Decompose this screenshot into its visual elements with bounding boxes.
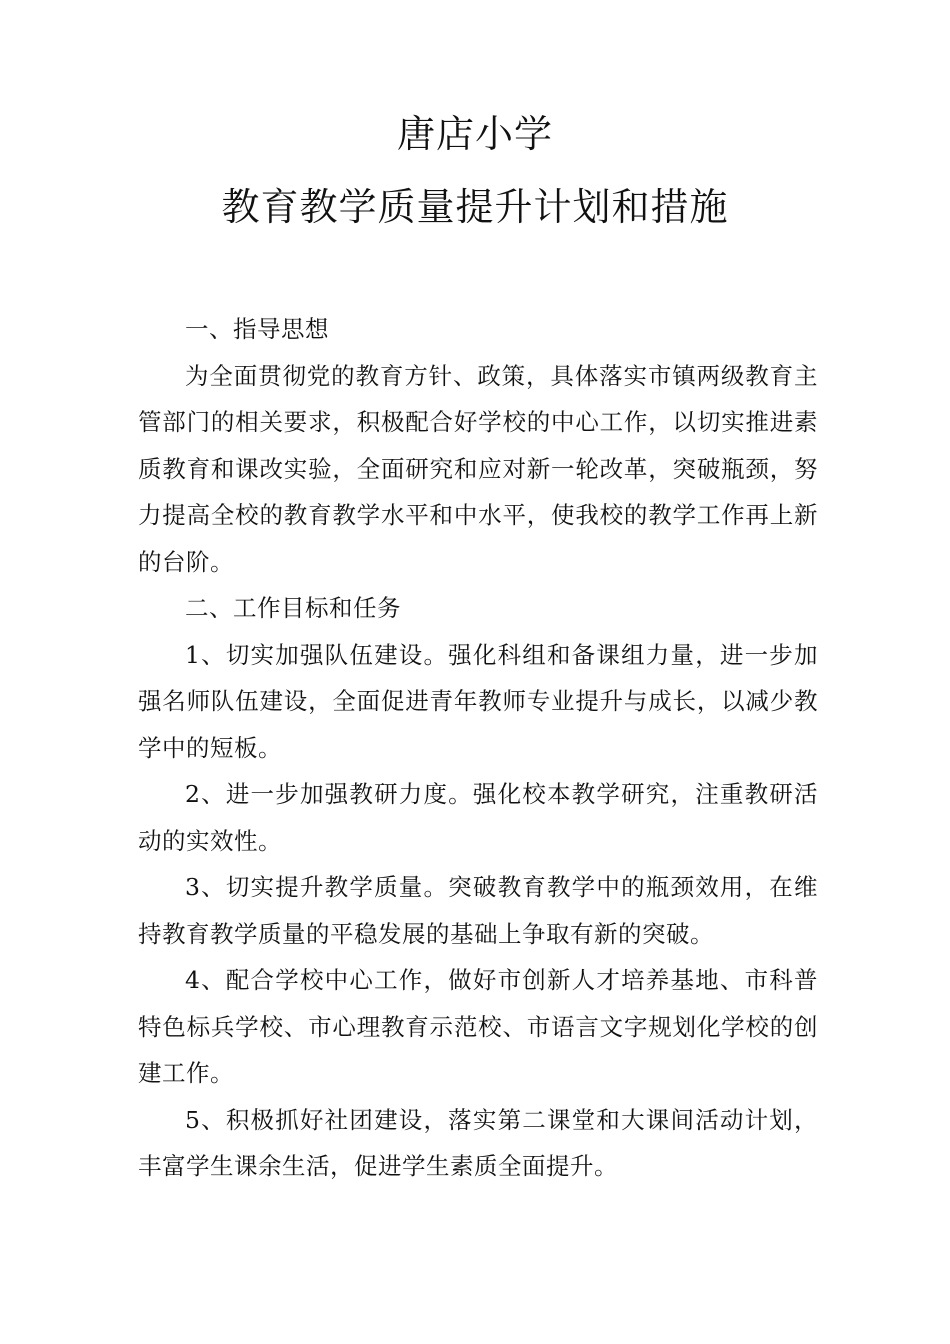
document-title-main: 教育教学质量提升计划和措施	[221, 185, 729, 229]
list-item-1: 1、切实加强队伍建设。强化科组和备课组力量，进一步加强名师队伍建设，全面促进青年教师专业提升与成长，以减少教学中的短板。	[138, 640, 818, 762]
section-heading-guiding-thought: 一、指导思想	[185, 315, 329, 343]
list-item-3: 3、切实提升教学质量。突破教育教学中的瓶颈效用，在维持教育教学质量的平稳发展的基础上争取有新的突破。	[138, 873, 818, 948]
document-body	[138, 306, 818, 1190]
document-title-school: 唐店小学	[396, 112, 553, 156]
paragraph-guiding-thought: 为全面贯彻党的教育方针、政策，具体落实市镇两级教育主管部门的相关要求，积极配合好学校的中心工作，以切实推进素质教育和课改实验，全面研究和应对新一轮改革，突破瓶颈，努力提高全校的教育教学水平和中水平，使我校的教学工作再上新的台阶。	[138, 361, 818, 576]
section-heading-goals-tasks: 二、工作目标和任务	[185, 594, 401, 622]
list-item-4: 4、配合学校中心工作，做好市创新人才培养基地、市科普特色标兵学校、市心理教育示范校、市语言文字规划化学校的创建工作。	[138, 966, 818, 1087]
list-item-5: 5、积极抓好社团建设，落实第二课堂和大课间活动计划，丰富学生课余生活，促进学生素质全面提升。	[138, 1105, 818, 1180]
list-item-2: 2、进一步加强教研力度。强化校本教学研究，注重教研活动的实效性。	[138, 780, 818, 855]
